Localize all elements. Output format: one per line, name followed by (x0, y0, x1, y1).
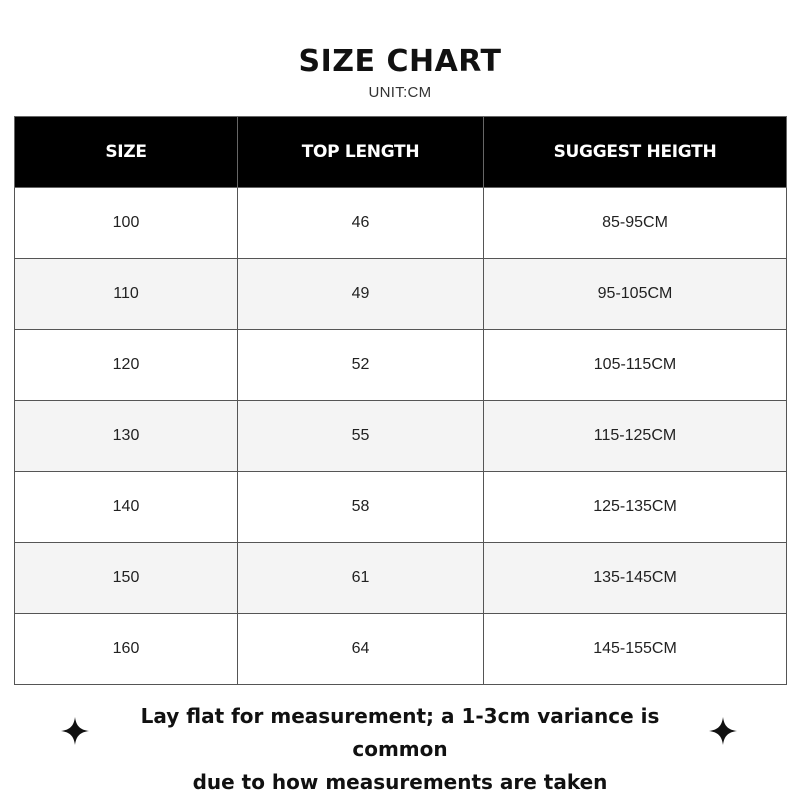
cell-suggest-height: 95-105CM (484, 259, 787, 330)
cell-size: 110 (15, 259, 238, 330)
title-block (0, 40, 800, 84)
cell-size: 150 (15, 543, 238, 614)
table-row (15, 614, 787, 685)
cell-top-length: 64 (238, 614, 484, 685)
column-header-size: SIZE (15, 117, 238, 188)
cell-size: 100 (15, 188, 238, 259)
table-row (15, 401, 787, 472)
unit-label: UNIT:CM (368, 84, 432, 101)
table-body (15, 188, 787, 685)
sparkle-icon (708, 716, 738, 746)
cell-size: 140 (15, 472, 238, 543)
cell-top-length: 55 (238, 401, 484, 472)
measurement-note-line-1: Lay flat for measurement; a 1-3cm variance is common (140, 704, 660, 761)
table-header-row (15, 117, 787, 188)
cell-suggest-height: 115-125CM (484, 401, 787, 472)
page-title (296, 40, 503, 84)
cell-top-length: 61 (238, 543, 484, 614)
table-row (15, 259, 787, 330)
table-row (15, 330, 787, 401)
cell-size: 130 (15, 401, 238, 472)
table-row (15, 188, 787, 259)
cell-suggest-height: 85-95CM (484, 188, 787, 259)
measurement-note-line-2: due to how measurements are taken (192, 770, 608, 794)
table-row (15, 543, 787, 614)
cell-suggest-height: 135-145CM (484, 543, 787, 614)
size-table (14, 116, 787, 685)
cell-suggest-height: 145-155CM (484, 614, 787, 685)
cell-top-length: 52 (238, 330, 484, 401)
measurement-note (90, 700, 710, 799)
cell-top-length: 46 (238, 188, 484, 259)
cell-suggest-height: 105-115CM (484, 330, 787, 401)
cell-top-length: 58 (238, 472, 484, 543)
column-header-top-length: TOP LENGTH (238, 117, 484, 188)
table-header (15, 117, 787, 188)
cell-top-length: 49 (238, 259, 484, 330)
cell-size: 160 (15, 614, 238, 685)
cell-suggest-height: 125-135CM (484, 472, 787, 543)
page-title-text: SIZE CHART (298, 44, 502, 79)
column-header-suggest-height: SUGGEST HEIGTH (484, 117, 787, 188)
sparkle-icon (60, 716, 90, 746)
table-row (15, 472, 787, 543)
cell-size: 120 (15, 330, 238, 401)
